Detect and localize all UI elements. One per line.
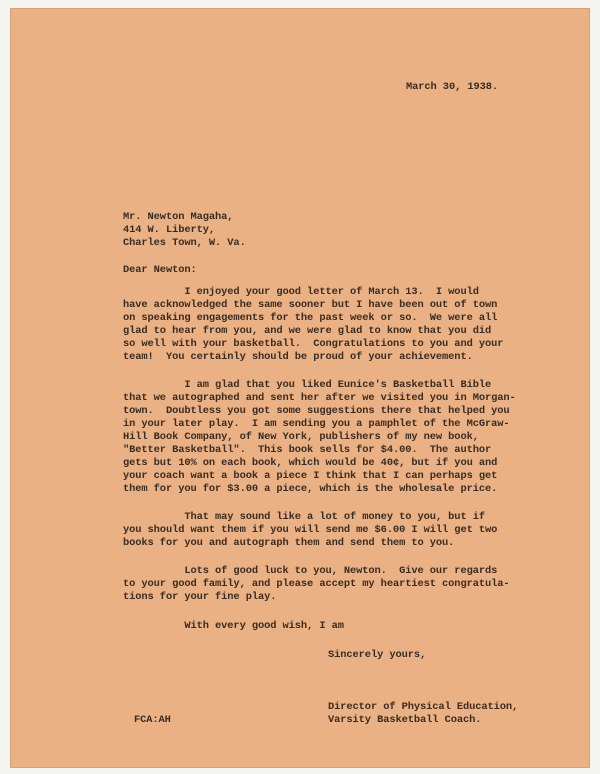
body-line: on speaking engagements for the past week or so. We were all bbox=[123, 312, 498, 324]
body-line: town. Doubtless you got some suggestions there that helped you bbox=[123, 405, 510, 417]
body-line: I enjoyed your good letter of March 13. I would bbox=[123, 286, 479, 298]
recipient-name: Mr. Newton Magaha, bbox=[123, 211, 234, 223]
typist-initials: FCA:AH bbox=[134, 714, 171, 726]
title-line: Varsity Basketball Coach. bbox=[328, 714, 482, 726]
body-line: That may sound like a lot of money to you, but if bbox=[123, 511, 485, 523]
body-line: them for you for $3.00 a piece, which is the wholesale price. bbox=[123, 483, 498, 495]
closing-line: With every good wish, I am bbox=[123, 620, 344, 632]
body-line: books for you and autograph them and send them to you. bbox=[123, 537, 455, 549]
recipient-street: 414 W. Liberty, bbox=[123, 224, 216, 236]
body-line: that we autographed and sent her after we visited you in Morgan- bbox=[123, 392, 516, 404]
recipient-city: Charles Town, W. Va. bbox=[123, 237, 246, 249]
body-line: I am glad that you liked Eunice's Basketball Bible bbox=[123, 379, 492, 391]
body-line: gets but 10% on each book, which would be 40¢, but if you and bbox=[123, 457, 498, 469]
body-line: to your good family, and please accept my heartiest congratula- bbox=[123, 578, 510, 590]
salutation: Dear Newton: bbox=[123, 264, 197, 276]
body-line: tions for your fine play. bbox=[123, 591, 277, 603]
sign-off: Sincerely yours, bbox=[328, 649, 427, 661]
body-line: have acknowledged the same sooner but I have been out of town bbox=[123, 299, 498, 311]
letter-date: March 30, 1938. bbox=[406, 81, 499, 93]
body-line: "Better Basketball". This book sells for $4.00. The author bbox=[123, 444, 492, 456]
body-line: your coach want a book a piece I think that I can perhaps get bbox=[123, 470, 498, 482]
body-line: in your later play. I am sending you a pamphlet of the McGraw- bbox=[123, 418, 510, 430]
letter-page bbox=[10, 8, 590, 768]
body-line: Hill Book Company, of New York, publishers of my new book, bbox=[123, 431, 479, 443]
body-line: so well with your basketball. Congratulations to you and your bbox=[123, 338, 504, 350]
body-line: team! You certainly should be proud of your achievement. bbox=[123, 351, 473, 363]
body-line: glad to hear from you, and we were glad to know that you did bbox=[123, 325, 492, 337]
body-line: Lots of good luck to you, Newton. Give our regards bbox=[123, 565, 498, 577]
title-line: Director of Physical Education, bbox=[328, 701, 519, 713]
body-line: you should want them if you will send me $6.00 I will get two bbox=[123, 524, 498, 536]
